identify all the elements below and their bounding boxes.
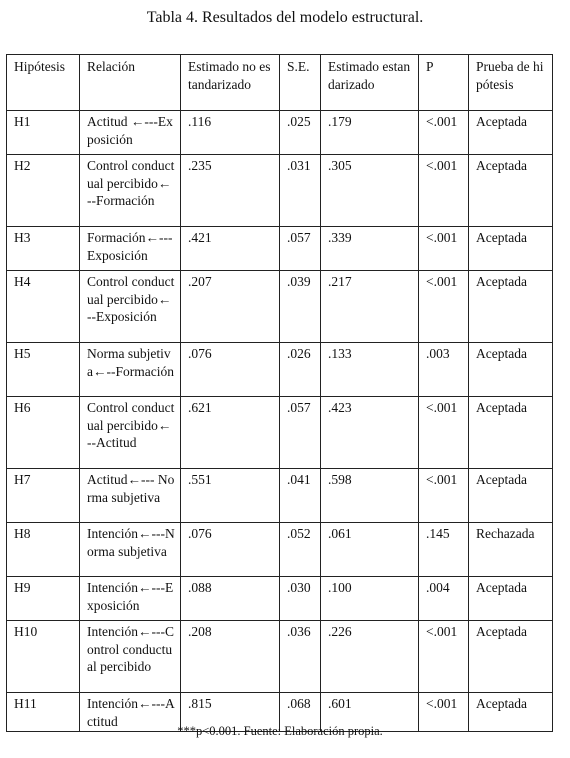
column-header-hypothesis: Hipótesis: [7, 55, 80, 111]
cell-relation: Intención←---Actitud: [80, 693, 181, 732]
cell-hypothesis-test: Aceptada: [469, 577, 553, 621]
cell-hypothesis-test: Aceptada: [469, 693, 553, 732]
cell-unstandardized-estimate: .088: [181, 577, 280, 621]
cell-p-value: <.001: [419, 271, 469, 343]
cell-unstandardized-estimate: .235: [181, 155, 280, 227]
cell-p-value: <.001: [419, 155, 469, 227]
cell-standardized-estimate: .598: [321, 469, 419, 523]
cell-hypothesis-test: Aceptada: [469, 397, 553, 469]
cell-standard-error: .057: [280, 397, 321, 469]
cell-standardized-estimate: .423: [321, 397, 419, 469]
column-header-relation: Relación: [80, 55, 181, 111]
cell-p-value: <.001: [419, 621, 469, 693]
cell-standardized-estimate: .061: [321, 523, 419, 577]
table-caption: Tabla 4. Resultados del modelo estructural.: [146, 9, 424, 26]
column-header-standard-error: S.E.: [280, 55, 321, 111]
column-header-hypothesis-test: Prueba de hipótesis: [469, 55, 553, 111]
cell-hypothesis: H7: [7, 469, 80, 523]
cell-unstandardized-estimate: .815: [181, 693, 280, 732]
cell-standardized-estimate: .100: [321, 577, 419, 621]
table-row: [7, 155, 553, 227]
cell-standardized-estimate: .305: [321, 155, 419, 227]
cell-hypothesis: H1: [7, 111, 80, 155]
cell-relation: Intención←---Norma subjetiva: [80, 523, 181, 577]
cell-standardized-estimate: .179: [321, 111, 419, 155]
cell-unstandardized-estimate: .551: [181, 469, 280, 523]
cell-standard-error: .039: [280, 271, 321, 343]
cell-hypothesis-test: Rechazada: [469, 523, 553, 577]
cell-hypothesis: H11: [7, 693, 80, 732]
cell-hypothesis: H8: [7, 523, 80, 577]
cell-p-value: <.001: [419, 111, 469, 155]
cell-hypothesis: H9: [7, 577, 80, 621]
cell-relation: Actitud←--- Norma subjetiva: [80, 469, 181, 523]
cell-hypothesis-test: Aceptada: [469, 343, 553, 397]
table-row: [7, 271, 553, 343]
cell-relation: Actitud ←---Exposición: [80, 111, 181, 155]
cell-relation: Control conductual percibido←--Actitud: [80, 397, 181, 469]
table-footnote: ***p<0.001. Fuente: Elaboración propia.: [177, 724, 383, 738]
table-row: [7, 343, 553, 397]
table-row: [7, 469, 553, 523]
table-row: [7, 621, 553, 693]
cell-hypothesis-test: Aceptada: [469, 111, 553, 155]
cell-unstandardized-estimate: .076: [181, 523, 280, 577]
cell-hypothesis: H4: [7, 271, 80, 343]
cell-standardized-estimate: .217: [321, 271, 419, 343]
cell-standard-error: .052: [280, 523, 321, 577]
table-row: [7, 227, 553, 271]
cell-p-value: <.001: [419, 227, 469, 271]
results-table: [6, 54, 553, 732]
cell-standardized-estimate: .339: [321, 227, 419, 271]
cell-hypothesis: H6: [7, 397, 80, 469]
table-row: [7, 523, 553, 577]
cell-p-value: <.001: [419, 397, 469, 469]
cell-standard-error: .068: [280, 693, 321, 732]
cell-standard-error: .030: [280, 577, 321, 621]
cell-unstandardized-estimate: .207: [181, 271, 280, 343]
cell-hypothesis-test: Aceptada: [469, 227, 553, 271]
cell-hypothesis: H10: [7, 621, 80, 693]
cell-relation: Intención←---Control conductual percibido: [80, 621, 181, 693]
cell-standard-error: .057: [280, 227, 321, 271]
cell-unstandardized-estimate: .421: [181, 227, 280, 271]
cell-hypothesis-test: Aceptada: [469, 155, 553, 227]
cell-hypothesis: H2: [7, 155, 80, 227]
cell-hypothesis: H5: [7, 343, 80, 397]
cell-p-value: <.001: [419, 469, 469, 523]
cell-relation: Formación←---Exposición: [80, 227, 181, 271]
cell-hypothesis-test: Aceptada: [469, 271, 553, 343]
cell-hypothesis-test: Aceptada: [469, 621, 553, 693]
table-row: [7, 111, 553, 155]
cell-unstandardized-estimate: .621: [181, 397, 280, 469]
cell-standardized-estimate: .601: [321, 693, 419, 732]
column-header-unstandardized-estimate: Estimado no estandarizado: [181, 55, 280, 111]
cell-standardized-estimate: .226: [321, 621, 419, 693]
cell-p-value: <.001: [419, 693, 469, 732]
cell-unstandardized-estimate: .076: [181, 343, 280, 397]
cell-relation: Norma subjetiva←--Formación: [80, 343, 181, 397]
column-header-p-value: P: [419, 55, 469, 111]
cell-relation: Intención←---Exposición: [80, 577, 181, 621]
cell-standard-error: .041: [280, 469, 321, 523]
column-header-standardized-estimate: Estimado estandarizado: [321, 55, 419, 111]
table-row: [7, 577, 553, 621]
cell-unstandardized-estimate: .116: [181, 111, 280, 155]
cell-standard-error: .025: [280, 111, 321, 155]
cell-standard-error: .031: [280, 155, 321, 227]
cell-standardized-estimate: .133: [321, 343, 419, 397]
cell-p-value: .145: [419, 523, 469, 577]
cell-relation: Control conductual percibido←--Formación: [80, 155, 181, 227]
cell-hypothesis-test: Aceptada: [469, 469, 553, 523]
cell-relation: Control conductual percibido←--Exposición: [80, 271, 181, 343]
cell-p-value: .003: [419, 343, 469, 397]
cell-p-value: .004: [419, 577, 469, 621]
cell-standard-error: .026: [280, 343, 321, 397]
cell-standard-error: .036: [280, 621, 321, 693]
cell-unstandardized-estimate: .208: [181, 621, 280, 693]
header-row: [7, 55, 553, 111]
table-row: [7, 397, 553, 469]
cell-hypothesis: H3: [7, 227, 80, 271]
